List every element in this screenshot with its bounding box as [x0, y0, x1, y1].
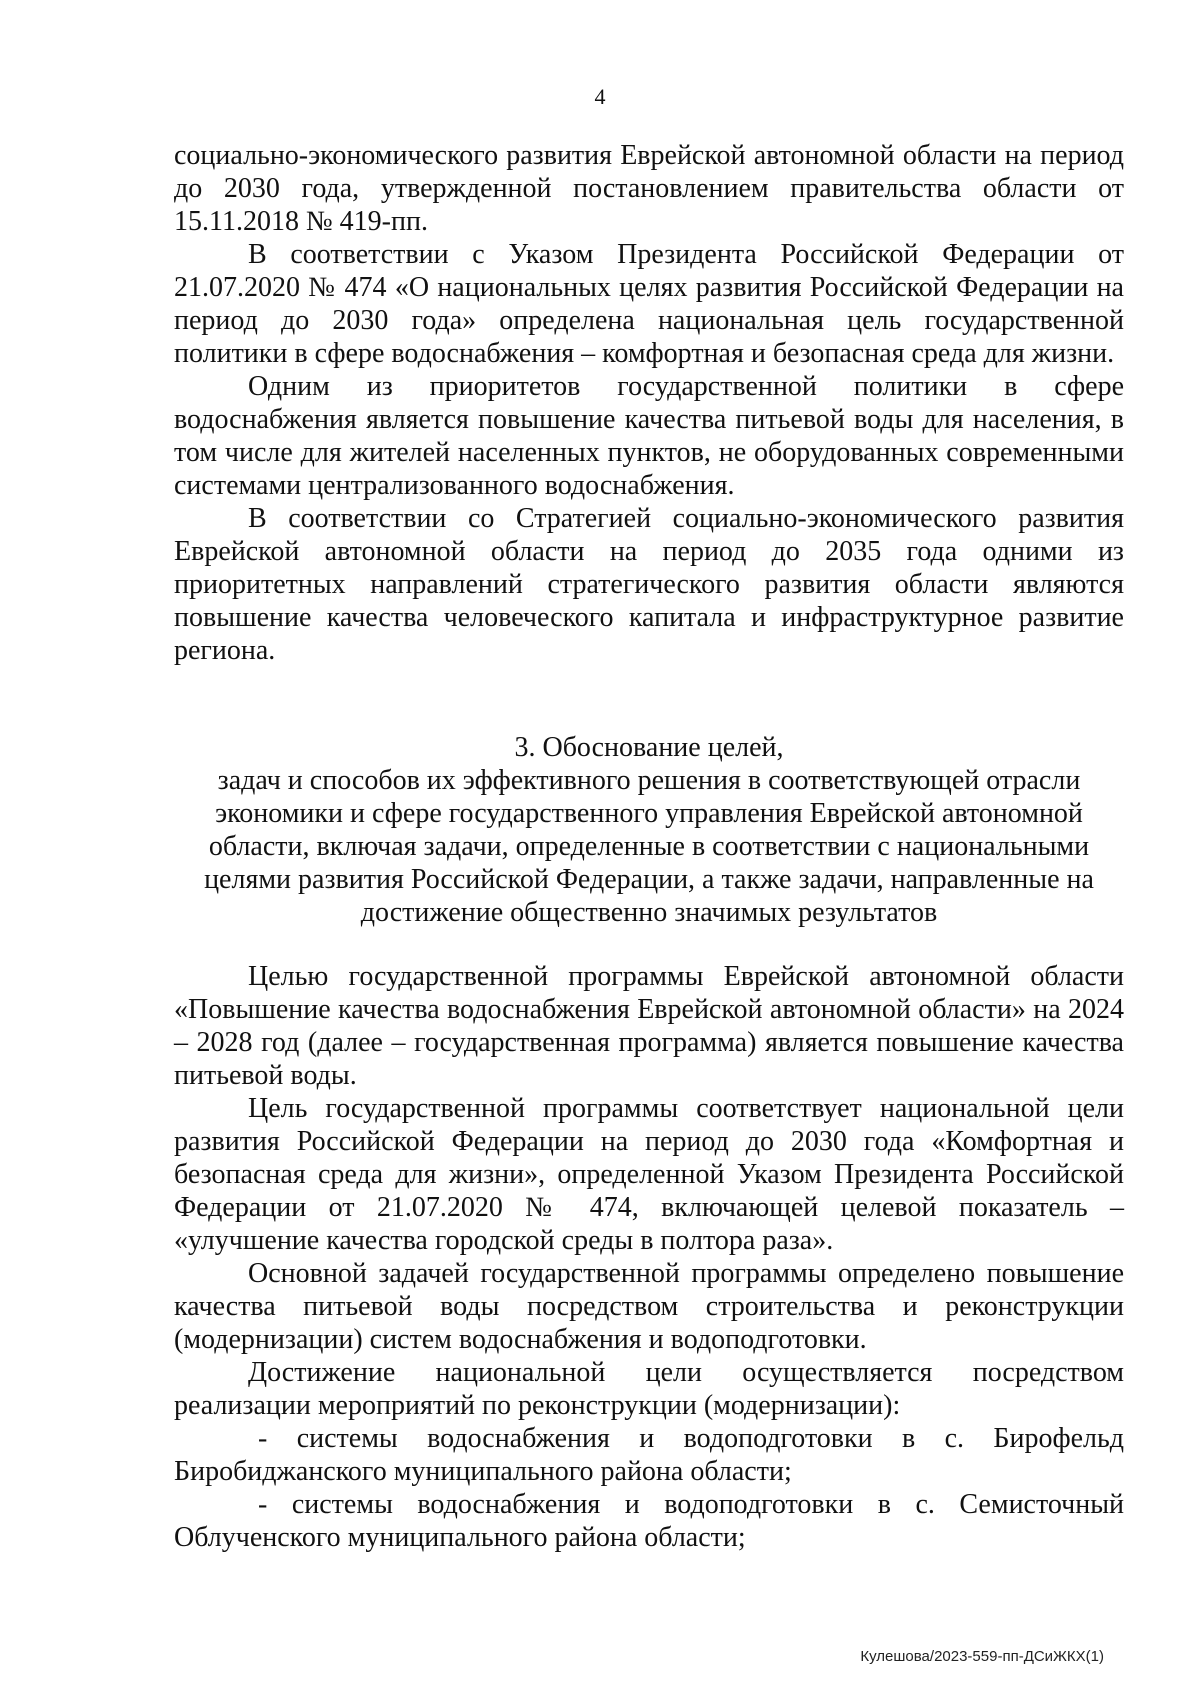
paragraph: Достижение национальной цели осуществляется посредством реализации мероприятий по реконструкции (модернизации):: [174, 1357, 1124, 1421]
list-item: - системы водоснабжения и водоподготовки в с. Семисточный Облученского муниципального района области;: [174, 1489, 1124, 1553]
paragraph: Основной задачей государственной программы определено повышение качества питьевой воды посредством строительства и реконструкции (модернизации) систем водоснабжения и водоподготовки.: [174, 1258, 1124, 1355]
paragraph: Целью государственной программы Еврейской автономной области «Повышение качества водоснабжения Еврейской автономной области» на 2024 – 2028 год (далее – государственная программа) является повышение качества питьевой воды.: [174, 961, 1124, 1091]
paragraph: социально-экономического развития Еврейской автономной области на период до 2030 года, утвержденной постановлением правительства области от 15.11.2018 № 419-пп.: [174, 140, 1124, 237]
section-heading: [174, 731, 1124, 929]
page-number: 4: [594, 84, 606, 109]
paragraph: Цель государственной программы соответствует национальной цели развития Российской Федерации на период до 2030 года «Комфортная и безопасная среда для жизни», определенной Указом Президента Российской Федерации от 21.07.2020 № 474, включающей целевой показатель – «улучшение качества городской среды в полтора раза».: [174, 1093, 1124, 1256]
list-item: - системы водоснабжения и водоподготовки в с. Бирофельд Биробиджанского муниципального района области;: [174, 1423, 1124, 1487]
section-3-text: [174, 960, 1124, 1554]
section-intro-text: [174, 139, 1124, 667]
paragraph: В соответствии со Стратегией социально-экономического развития Еврейской автономной области на период до 2035 года одними из приоритетных направлений стратегического развития области являются повышение качества человеческого капитала и инфраструктурное развитие региона.: [174, 503, 1124, 666]
paragraph: Одним из приоритетов государственной политики в сфере водоснабжения является повышение качества питьевой воды для населения, в том числе для жителей населенных пунктов, не оборудованных современными системами централизованного водоснабжения.: [174, 371, 1124, 501]
paragraph: В соответствии с Указом Президента Российской Федерации от 21.07.2020 № 474 «О национальных целях развития Российской Федерации на период до 2030 года» определена национальная цель государственной политики в сфере водоснабжения – комфортная и безопасная среда для жизни.: [174, 239, 1124, 369]
section-subtitle: задач и способов их эффективного решения в соответствующей отрасли экономики и сфере государственного управления Еврейской автономной области, включая задачи, определенные в соответствии с национальными целями развития Российской Федерации, а также задачи, направленные на достижение общественно значимых результатов: [204, 765, 1094, 928]
section-title: 3. Обоснование целей,: [514, 732, 784, 763]
document-code-footer: Кулешова/2023-559-пп-ДСиЖКХ(1): [860, 1648, 1104, 1665]
